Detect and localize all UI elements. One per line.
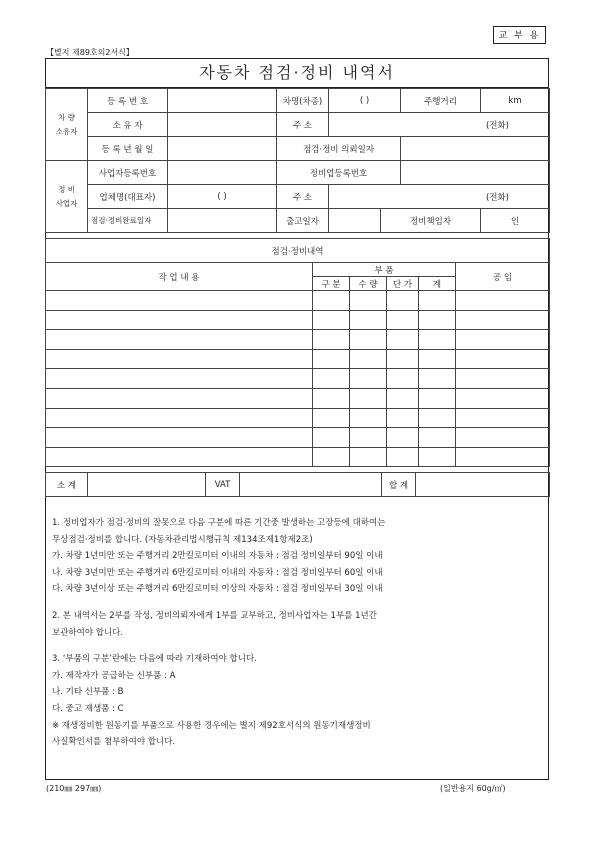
detail-cell[interactable] [456, 330, 550, 350]
mileage-field[interactable]: km [481, 89, 550, 113]
copy-tag: 교 부 용 [493, 26, 546, 44]
manager-label: 정비책임자 [381, 209, 481, 233]
vat-label: VAT [206, 473, 240, 497]
detail-cell[interactable] [419, 349, 456, 369]
detail-cell[interactable] [350, 369, 387, 389]
note-line: 나. 기타 신부품 : B [52, 687, 124, 698]
biz-reg-no-label: 사업자등록번호 [88, 161, 168, 185]
detail-cell[interactable] [46, 330, 313, 350]
table-row [46, 408, 550, 428]
owner-address-field[interactable]: (전화) [329, 113, 550, 137]
detail-cell[interactable] [350, 447, 387, 467]
detail-cell[interactable] [313, 310, 350, 330]
detail-cell[interactable] [313, 349, 350, 369]
total-label: 합 계 [382, 473, 416, 497]
detail-cell[interactable] [350, 310, 387, 330]
shop-group-label: 정 비 사업자 [46, 161, 88, 233]
detail-cell[interactable] [350, 330, 387, 350]
detail-cell[interactable] [313, 447, 350, 467]
detail-cell[interactable] [456, 349, 550, 369]
detail-cell[interactable] [419, 388, 456, 408]
notes [52, 515, 542, 751]
detail-cell[interactable] [313, 388, 350, 408]
detail-cell[interactable] [46, 388, 313, 408]
detail-cell[interactable] [46, 447, 313, 467]
detail-cell[interactable] [419, 291, 456, 311]
mileage-label: 주행거리 [401, 89, 481, 113]
detail-cell[interactable] [456, 291, 550, 311]
detail-cell[interactable] [419, 408, 456, 428]
note-line: 무상점검·정비를 합니다. (자동차관리법시행규칙 제134조제1항제2조) [52, 534, 313, 545]
reg-date-field[interactable] [168, 137, 277, 161]
detail-cell[interactable] [456, 310, 550, 330]
car-name-field[interactable]: ( ) [329, 89, 401, 113]
parts-col-qty: 수 량 [350, 277, 387, 291]
table-row [46, 428, 550, 448]
manager-field[interactable]: 인 [481, 209, 550, 233]
parts-col-sum: 계 [419, 277, 456, 291]
detail-cell[interactable] [387, 428, 419, 448]
detail-cell[interactable] [387, 349, 419, 369]
table-row [46, 330, 550, 350]
car-name-label: 차명(차종) [277, 89, 329, 113]
detail-cell[interactable] [350, 291, 387, 311]
note-line: 1. 정비업자가 점검·정비의 잘못으로 다음 구분에 따른 기간중 발생하는 고장등에 대하여는 [52, 518, 386, 528]
table-row [46, 447, 550, 467]
parts-col-type: 구 분 [313, 277, 350, 291]
page-title: 자동차 점검·정비 내역서 [45, 58, 549, 88]
note-line: 보관하여야 합니다. [52, 627, 124, 638]
company-rep-field[interactable]: ( ) [168, 185, 277, 209]
form-number: 【별지 제89호의2서식】 [46, 48, 134, 57]
work-content-header: 작 업 내 용 [46, 263, 313, 291]
detail-cell[interactable] [387, 291, 419, 311]
table-row [46, 310, 550, 330]
subtotal-label: 소 계 [46, 473, 88, 497]
subtotal-field[interactable] [88, 473, 206, 497]
detail-cell[interactable] [456, 447, 550, 467]
reg-no-field[interactable] [168, 89, 277, 113]
detail-cell[interactable] [46, 349, 313, 369]
note-line [52, 598, 542, 608]
details-section-label: 점검·정비내역 [46, 239, 550, 263]
detail-cell[interactable] [350, 408, 387, 428]
detail-cell[interactable] [313, 408, 350, 428]
detail-cell[interactable] [419, 330, 456, 350]
detail-cell[interactable] [313, 369, 350, 389]
note-line: ※ 재생정비한 원동기를 부품으로 사용한 경우에는 별지 제92호서식의 원동기재생정비 [52, 720, 371, 731]
detail-cell[interactable] [419, 369, 456, 389]
note-line: 2. 본 내역서는 2부를 작성, 정비의뢰자에게 1부를 교부하고, 정비사업자는 1부를 1년간 [52, 610, 377, 621]
note-line: 사실확인서를 첨부하여야 합니다. [52, 737, 176, 748]
detail-cell[interactable] [350, 428, 387, 448]
parts-col-price: 단 가 [387, 277, 419, 291]
note-line: 가. 차량 1년미만 또는 주행거리 2만킬로미터 이내의 자동차 : 점검 정비일부터 90일 이내 [52, 551, 383, 562]
owner-name-label: 소 유 자 [88, 113, 168, 137]
paper-size: (210㎜ 297㎜) [46, 784, 102, 793]
shop-address-label: 주 소 [277, 185, 329, 209]
detail-cell[interactable] [46, 408, 313, 428]
detail-cell[interactable] [313, 428, 350, 448]
request-date-field[interactable] [401, 137, 550, 161]
detail-cell[interactable] [387, 369, 419, 389]
detail-cell[interactable] [387, 408, 419, 428]
done-date-field[interactable] [168, 209, 277, 233]
done-date-label: 점검·정비완료일자 [88, 209, 168, 233]
detail-cell[interactable] [456, 428, 550, 448]
note-line: 나. 차량 3년미만 또는 주행거리 6만킬로미터 이내의 자동차 : 점검 정비일부터 60일 이내 [52, 567, 383, 578]
detail-cell[interactable] [387, 447, 419, 467]
note-line: 다. 중고 재생품 : C [52, 703, 124, 714]
detail-cell[interactable] [350, 388, 387, 408]
owner-address-label: 주 소 [277, 113, 329, 137]
detail-cell[interactable] [313, 291, 350, 311]
note-line [52, 641, 542, 651]
details-table [45, 238, 550, 467]
detail-cell[interactable] [419, 447, 456, 467]
detail-cell[interactable] [456, 369, 550, 389]
detail-cell[interactable] [456, 388, 550, 408]
detail-cell[interactable] [350, 349, 387, 369]
biz-reg-no-field[interactable] [168, 161, 277, 185]
release-date-label: 출고일자 [277, 209, 329, 233]
detail-cell[interactable] [419, 310, 456, 330]
note-line: 가. 제작자가 공급하는 신부품 : A [52, 670, 176, 681]
shop-address-field[interactable]: (전화) [329, 185, 550, 209]
labor-header: 공 임 [456, 263, 550, 291]
company-rep-label: 업체명(대표자) [88, 185, 168, 209]
shop-reg-no-label: 정비업등록번호 [277, 161, 401, 185]
totals-table [45, 472, 550, 497]
total-field[interactable] [416, 473, 550, 497]
detail-cell[interactable] [46, 291, 313, 311]
note-line: 3. ‘부품의 구분’란에는 다음에 따라 기재하여야 합니다. [52, 654, 257, 665]
table-row [46, 388, 550, 408]
detail-cell[interactable] [387, 310, 419, 330]
table-row [46, 369, 550, 389]
table-row [46, 349, 550, 369]
detail-cell[interactable] [313, 330, 350, 350]
detail-cell[interactable] [46, 369, 313, 389]
detail-cell[interactable] [456, 408, 550, 428]
detail-cell[interactable] [387, 330, 419, 350]
shop-reg-no-field[interactable] [401, 161, 550, 185]
note-line: 다. 차량 3년이상 또는 주행거리 6만킬로미터 이상의 자동차 : 점검 정비일부터 30일 이내 [52, 584, 383, 595]
detail-cell[interactable] [387, 388, 419, 408]
paper-spec: (일반용지 60g/㎡) [440, 784, 506, 793]
release-date-field[interactable] [329, 209, 381, 233]
vat-field[interactable] [240, 473, 382, 497]
parts-header: 부 품 [313, 263, 456, 277]
detail-cell[interactable] [419, 428, 456, 448]
info-table [45, 88, 550, 233]
detail-cell[interactable] [46, 428, 313, 448]
reg-date-label: 등 록 년 월 일 [88, 137, 168, 161]
owner-name-field[interactable] [168, 113, 277, 137]
table-row [46, 291, 550, 311]
request-date-label: 점검·정비 의뢰일자 [277, 137, 401, 161]
reg-no-label: 등 록 번 호 [88, 89, 168, 113]
owner-group-label: 차 량 소유자 [46, 89, 88, 161]
detail-cell[interactable] [46, 310, 313, 330]
